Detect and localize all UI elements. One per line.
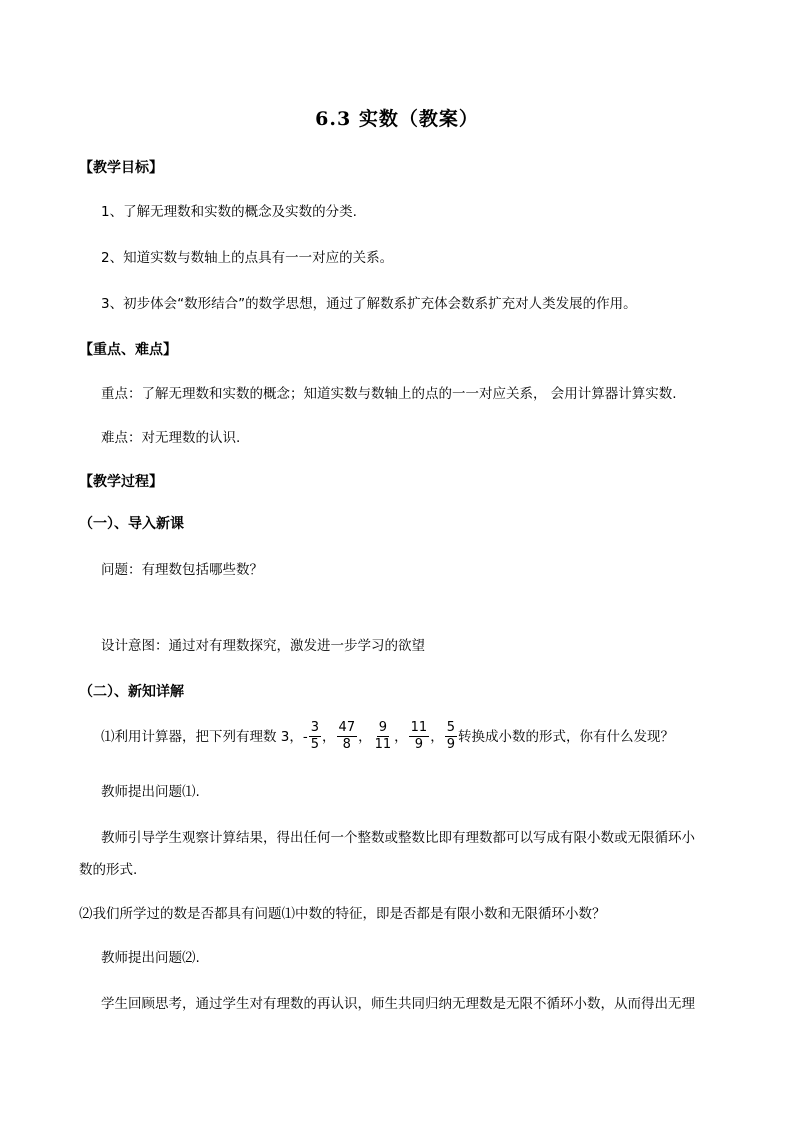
numerator: 3 (310, 720, 320, 735)
fraction-11-9 (409, 720, 430, 753)
subsection-heading-intro: （一）、导入新课 (79, 516, 184, 532)
teacher-raises-question-1: 教师提出问题⑴. (101, 784, 200, 800)
separator: ， (358, 728, 372, 745)
section-heading-process: 【教学过程】 (79, 474, 163, 490)
numerator: 5 (446, 720, 455, 735)
document-title: 6.3 实数（教案） (315, 108, 479, 130)
fraction-47-8 (337, 720, 358, 753)
fraction-3-5 (309, 720, 321, 753)
problem-1-tail: 转换成小数的形式，你有什么发现？ (457, 728, 674, 745)
denominator: 11 (374, 737, 392, 752)
problem-1 (101, 720, 674, 753)
goal-item-3: 3、初步体会“数形结合”的数学思想，通过了解数系扩充体会数系扩充对人类发展的作用。 (101, 296, 637, 312)
fraction-5-9 (445, 720, 457, 753)
numerator: 11 (410, 720, 428, 735)
teacher-guidance-line-2: 数的形式. (79, 862, 138, 878)
numerator: 47 (338, 720, 356, 735)
problem-2: ⑵我们所学过的数是否都具有问题⑴中数的特征，即是否都是有限小数和无限循环小数？ (79, 906, 606, 922)
teacher-guidance-line-1: 教师引导学生观察计算结果，得出任何一个整数或整数比即有理数都可以写成有限小数或无限循环小 (101, 830, 695, 846)
denominator: 5 (310, 737, 320, 752)
design-intent: 设计意图：通过对有理数探究，激发进一步学习的欲望 (101, 638, 425, 654)
problem-1-lead: ⑴利用计算器，把下列有理数 3，- (101, 728, 308, 745)
key-point: 重点：了解无理数和实数的概念；知道实数与数轴上的点的一一对应关系， 会用计算器计算实数. (101, 386, 677, 402)
difficult-point: 难点：对无理数的认识. (101, 430, 241, 446)
intro-question: 问题：有理数包括哪些数？ (101, 562, 263, 578)
denominator: 8 (342, 737, 351, 752)
denominator: 9 (446, 737, 455, 752)
student-review-line: 学生回顾思考，通过学生对有理数的再认识，师生共同归纳无理数是无限不循环小数，从而得出无理 (101, 996, 695, 1012)
separator: ， (322, 728, 336, 745)
fraction-9-11 (373, 720, 394, 753)
subsection-heading-new-knowledge: （二）、新知详解 (79, 684, 184, 700)
goal-item-1: 1、了解无理数和实数的概念及实数的分类. (101, 204, 357, 220)
denominator: 9 (414, 737, 424, 752)
teacher-raises-question-2: 教师提出问题⑵. (101, 950, 200, 966)
section-heading-goals: 【教学目标】 (79, 160, 163, 176)
separator: ， (394, 728, 408, 745)
numerator: 9 (378, 720, 387, 735)
section-heading-keys: 【重点、难点】 (79, 342, 177, 358)
separator: ， (430, 728, 444, 745)
goal-item-2: 2、知道实数与数轴上的点具有一一对应的关系。 (101, 250, 394, 266)
